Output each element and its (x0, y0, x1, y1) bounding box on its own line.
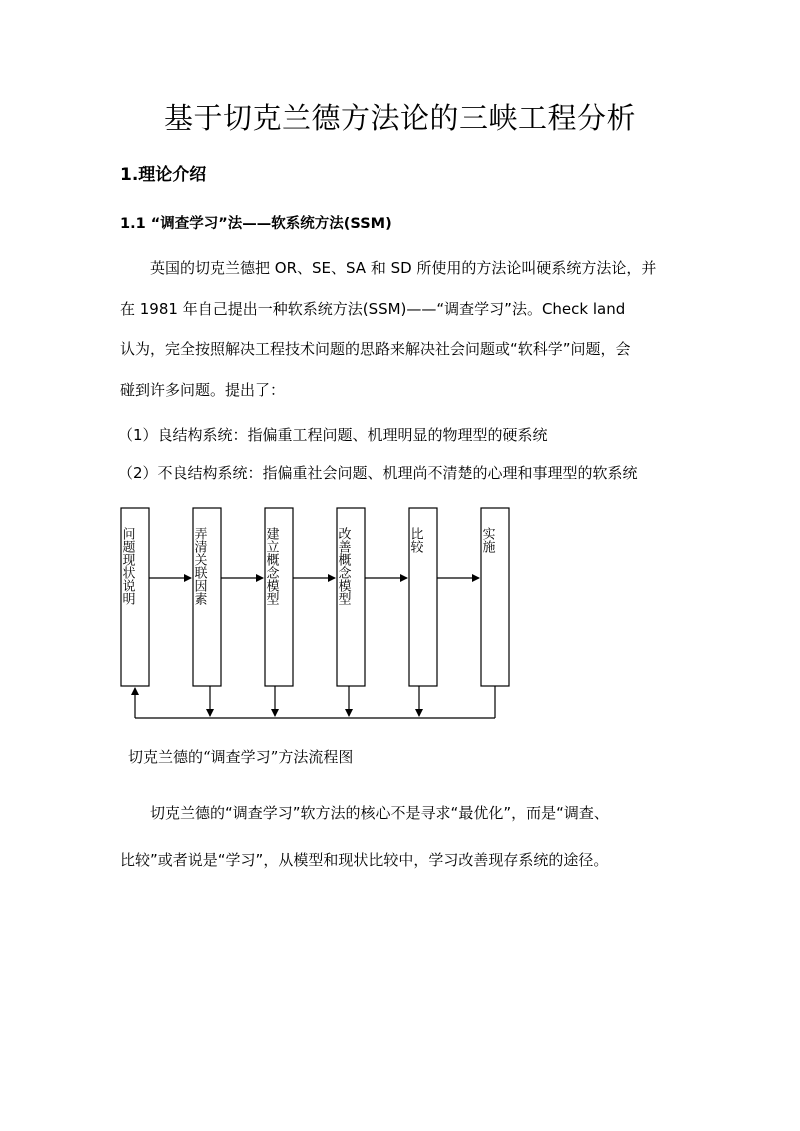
flow-box-label: 比较 (407, 527, 423, 553)
flow-box-label: 改善概念模型 (335, 527, 351, 605)
document-title: 基于切克兰德方法论的三峡工程分析 (163, 101, 636, 135)
paragraph-line: 比较”或者说是“学习”，从模型和现状比较中，学习改善现存系统的途径。 (120, 851, 609, 869)
intro-paragraph (120, 248, 682, 410)
flow-box-label: 实施 (479, 527, 495, 553)
list-item: （1）良结构系统：指偏重工程问题、机理明显的物理型的硬系统 (118, 426, 548, 444)
core-paragraph (120, 790, 682, 884)
flow-box-label: 建立概念模型 (263, 527, 279, 605)
flow-box-label: 弄清关联因素 (191, 527, 207, 605)
ssm-flow-diagram (115, 500, 635, 730)
diagram-caption: 切克兰德的“调查学习”方法流程图 (128, 748, 354, 766)
subsection-heading: 1.1 “调查学习”法——软系统方法(SSM) (120, 216, 392, 232)
structure-type-list (118, 416, 688, 492)
paragraph-line: 在 1981 年自己提出一种软系统方法(SSM)——“调查学习”法。Check land (120, 299, 626, 318)
paragraph-line: 切克兰德的“调查学习”软方法的核心不是寻求“最优化”，而是“调查、 (150, 804, 609, 822)
flow-box-label: 问题现状说明 (119, 527, 135, 605)
paragraph-line: 碰到许多问题。提出了： (120, 380, 286, 399)
paragraph-line: 英国的切克兰德把 OR、SE、SA 和 SD 所使用的方法论叫硬系统方法论，并 (150, 259, 657, 277)
section-heading: 1.理论介绍 (120, 165, 207, 185)
paragraph-line: 认为，完全按照解决工程技术问题的思路来解决社会问题或“软科学”问题，会 (120, 340, 631, 358)
list-item: （2）不良结构系统：指偏重社会问题、机理尚不清楚的心理和事理型的软系统 (118, 464, 638, 482)
